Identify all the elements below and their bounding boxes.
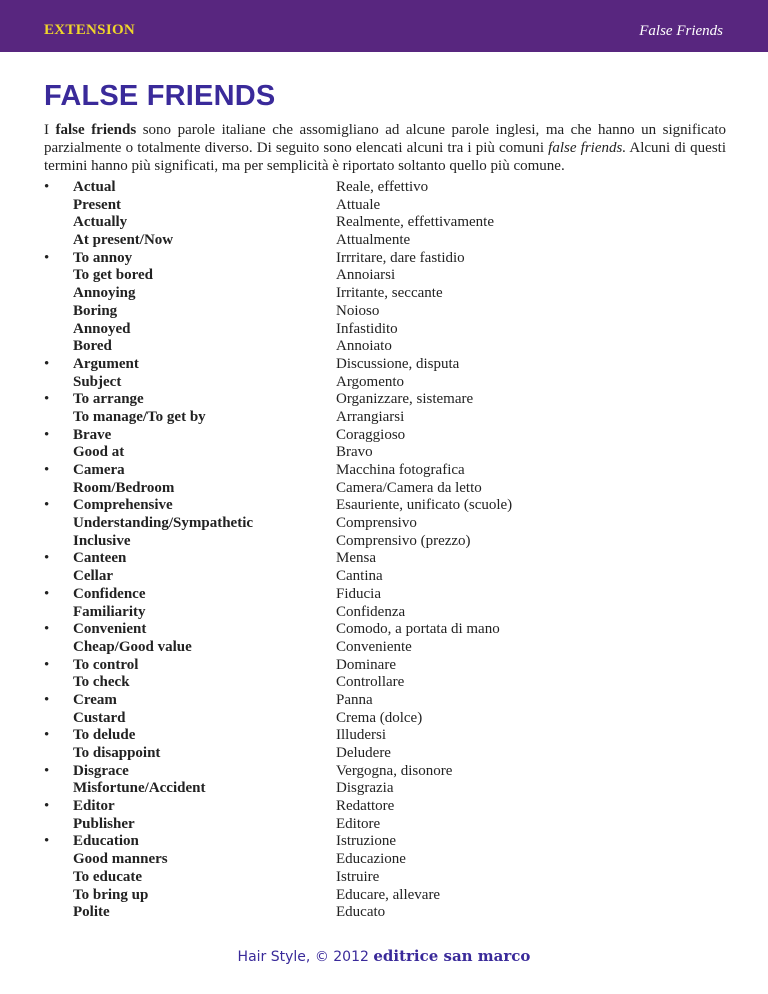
- intro-paragraph: [44, 121, 726, 175]
- header-bar: [0, 0, 768, 52]
- list-item: [44, 727, 726, 745]
- list-item: [44, 321, 726, 339]
- list-item: [44, 250, 726, 268]
- italian-translation: Panna: [336, 691, 373, 708]
- english-term: Understanding/Sympathetic: [73, 515, 254, 532]
- english-term: To annoy: [73, 249, 133, 266]
- false-friends-list: [44, 179, 726, 922]
- english-term: Annoying: [73, 285, 136, 302]
- list-item: [44, 780, 726, 798]
- intro-text-2: sono parole italiane che assomigliano ad alcune parole inglesi, ma che hanno un significato parzialmente o totalmente diverso. Di seguito sono elencati alcuni tra i più comuni: [44, 122, 726, 156]
- italian-translation: Attuale: [336, 196, 381, 213]
- italian-translation: Arrangiarsi: [336, 408, 405, 425]
- bullet-marker: •: [44, 833, 50, 850]
- list-item: [44, 604, 726, 622]
- bullet-marker: •: [44, 179, 50, 195]
- list-item: [44, 887, 726, 905]
- italian-translation: Editore: [336, 815, 381, 832]
- list-item: [44, 869, 726, 887]
- english-term: Good manners: [73, 851, 168, 868]
- footer: [0, 947, 768, 966]
- section-label: EXTENSION: [44, 22, 136, 38]
- english-term: Custard: [73, 709, 126, 726]
- english-term: Comprehensive: [73, 497, 173, 514]
- english-term: Good at: [73, 444, 125, 461]
- english-term: Convenient: [73, 621, 147, 638]
- list-item: [44, 356, 726, 374]
- list-item: [44, 515, 726, 533]
- list-item: [44, 462, 726, 480]
- english-term: Actually: [73, 214, 128, 231]
- italian-translation: Discussione, disputa: [336, 355, 460, 372]
- italian-translation: Infastidito: [336, 320, 398, 337]
- list-item: [44, 692, 726, 710]
- italian-translation: Esauriente, unificato (scuole): [336, 497, 513, 514]
- italian-translation: Fiducia: [336, 585, 381, 602]
- list-item: [44, 303, 726, 321]
- list-item: [44, 550, 726, 568]
- italian-translation: Conveniente: [336, 638, 412, 655]
- english-term: Room/Bedroom: [73, 479, 175, 496]
- bullet-marker: •: [44, 621, 50, 638]
- italian-translation: Realmente, effettivamente: [336, 214, 494, 231]
- english-term: Confidence: [73, 585, 146, 602]
- italian-translation: Noioso: [336, 302, 380, 319]
- list-item: [44, 833, 726, 851]
- italian-translation: Organizzare, sistemare: [336, 391, 474, 408]
- intro-text-3: Alcuni di questi termini hanno più significati, ma per semplicità è riportato soltanto quello più comune.: [44, 140, 727, 174]
- bullet-marker: •: [44, 691, 50, 708]
- list-item: [44, 657, 726, 675]
- english-term: To bring up: [73, 886, 149, 903]
- list-item: [44, 568, 726, 586]
- page-title: FALSE FRIENDS: [44, 80, 276, 112]
- bullet-marker: •: [44, 798, 50, 815]
- english-term: Annoyed: [73, 320, 131, 337]
- italian-translation: Irrritare, dare fastidio: [336, 249, 465, 266]
- list-item: [44, 816, 726, 834]
- bullet-marker: •: [44, 426, 50, 443]
- list-item: [44, 267, 726, 285]
- italian-translation: Educazione: [336, 851, 406, 868]
- english-term: Canteen: [73, 550, 127, 567]
- italian-translation: Crema (dolce): [336, 709, 423, 726]
- bullet-marker: •: [44, 550, 50, 567]
- english-term: To check: [73, 674, 130, 691]
- list-item: [44, 232, 726, 250]
- english-term: Editor: [73, 798, 115, 815]
- italian-translation: Coraggioso: [336, 426, 406, 443]
- english-term: Disgrace: [73, 762, 129, 779]
- english-term: Actual: [73, 179, 116, 195]
- bullet-marker: •: [44, 585, 50, 602]
- bullet-marker: •: [44, 497, 50, 514]
- english-term: Inclusive: [73, 532, 131, 549]
- english-term: To arrange: [73, 391, 144, 408]
- list-item: [44, 214, 726, 232]
- italian-translation: Educare, allevare: [336, 886, 441, 903]
- english-term: Bored: [73, 338, 112, 355]
- italian-translation: Educato: [336, 904, 386, 921]
- italian-translation: Annoiarsi: [336, 267, 396, 284]
- english-term: To control: [73, 656, 139, 673]
- english-term: Publisher: [73, 815, 135, 832]
- english-term: To get bored: [73, 267, 154, 284]
- list-item: [44, 179, 726, 197]
- english-term: To educate: [73, 868, 143, 885]
- intro-text-1: I: [44, 122, 56, 138]
- italian-translation: Annoiato: [336, 338, 392, 355]
- list-item: [44, 338, 726, 356]
- list-item: [44, 533, 726, 551]
- italian-translation: Deludere: [336, 745, 391, 761]
- english-term: Polite: [73, 904, 110, 921]
- italian-translation: Cantina: [336, 568, 383, 585]
- list-item: [44, 427, 726, 445]
- list-item: [44, 444, 726, 462]
- english-term: To disappoint: [73, 745, 161, 761]
- bullet-marker: •: [44, 355, 50, 372]
- list-item: [44, 480, 726, 498]
- bullet-marker: •: [44, 462, 50, 478]
- english-term: Cheap/Good value: [73, 638, 192, 655]
- bullet-marker: •: [44, 249, 50, 266]
- list-item: [44, 409, 726, 427]
- list-item: [44, 285, 726, 303]
- english-term: To manage/To get by: [73, 408, 206, 425]
- english-term: Cream: [73, 691, 117, 708]
- list-item: [44, 798, 726, 816]
- english-term: At present/Now: [73, 232, 174, 249]
- italian-translation: Comprensivo (prezzo): [336, 532, 471, 549]
- italian-translation: Vergogna, disonore: [336, 762, 453, 779]
- english-term: Brave: [73, 426, 112, 443]
- footer-publisher: editrice san marco: [373, 947, 531, 965]
- english-term: Misfortune/Accident: [73, 780, 206, 797]
- english-term: Subject: [73, 373, 122, 390]
- italian-translation: Confidenza: [336, 603, 406, 620]
- english-term: Cellar: [73, 568, 113, 585]
- english-term: Boring: [73, 302, 118, 319]
- italian-translation: Irritante, seccante: [336, 285, 443, 302]
- list-item: [44, 904, 726, 922]
- english-term: Argument: [73, 355, 139, 372]
- italian-translation: Comodo, a portata di mano: [336, 621, 500, 638]
- italian-translation: Macchina fotografica: [336, 462, 465, 478]
- intro-bold-term: false friends: [55, 122, 137, 138]
- list-item: [44, 621, 726, 639]
- list-item: [44, 391, 726, 409]
- list-item: [44, 197, 726, 215]
- italian-translation: Controllare: [336, 674, 405, 691]
- list-item: [44, 851, 726, 869]
- list-item: [44, 710, 726, 728]
- italian-translation: Illudersi: [336, 727, 386, 744]
- list-item: [44, 639, 726, 657]
- bullet-marker: •: [44, 727, 50, 744]
- italian-translation: Argomento: [336, 373, 405, 390]
- bullet-marker: •: [44, 762, 50, 779]
- italian-translation: Bravo: [336, 444, 373, 461]
- list-item: [44, 586, 726, 604]
- english-term: Camera: [73, 462, 125, 478]
- english-term: Education: [73, 833, 139, 850]
- italian-translation: Disgrazia: [336, 780, 394, 797]
- bullet-marker: •: [44, 391, 50, 408]
- list-item: [44, 763, 726, 781]
- topic-label: False Friends: [639, 23, 723, 39]
- italian-translation: Attualmente: [336, 232, 411, 249]
- italian-translation: Camera/Camera da letto: [336, 479, 482, 496]
- italian-translation: Comprensivo: [336, 515, 417, 532]
- list-item: [44, 745, 726, 763]
- italian-translation: Redattore: [336, 798, 395, 815]
- italian-translation: Mensa: [336, 550, 376, 567]
- list-item: [44, 497, 726, 515]
- italian-translation: Istruzione: [336, 833, 396, 850]
- italian-translation: Istruire: [336, 868, 380, 885]
- english-term: Present: [73, 196, 122, 213]
- english-term: Familiarity: [73, 603, 146, 620]
- list-item: [44, 374, 726, 392]
- footer-book-credit: Hair Style, © 2012: [237, 949, 374, 965]
- italian-translation: Reale, effettivo: [336, 179, 429, 195]
- intro-italic-term: false friends.: [548, 140, 627, 156]
- italian-translation: Dominare: [336, 656, 396, 673]
- list-item: [44, 674, 726, 692]
- bullet-marker: •: [44, 656, 50, 673]
- english-term: To delude: [73, 727, 136, 744]
